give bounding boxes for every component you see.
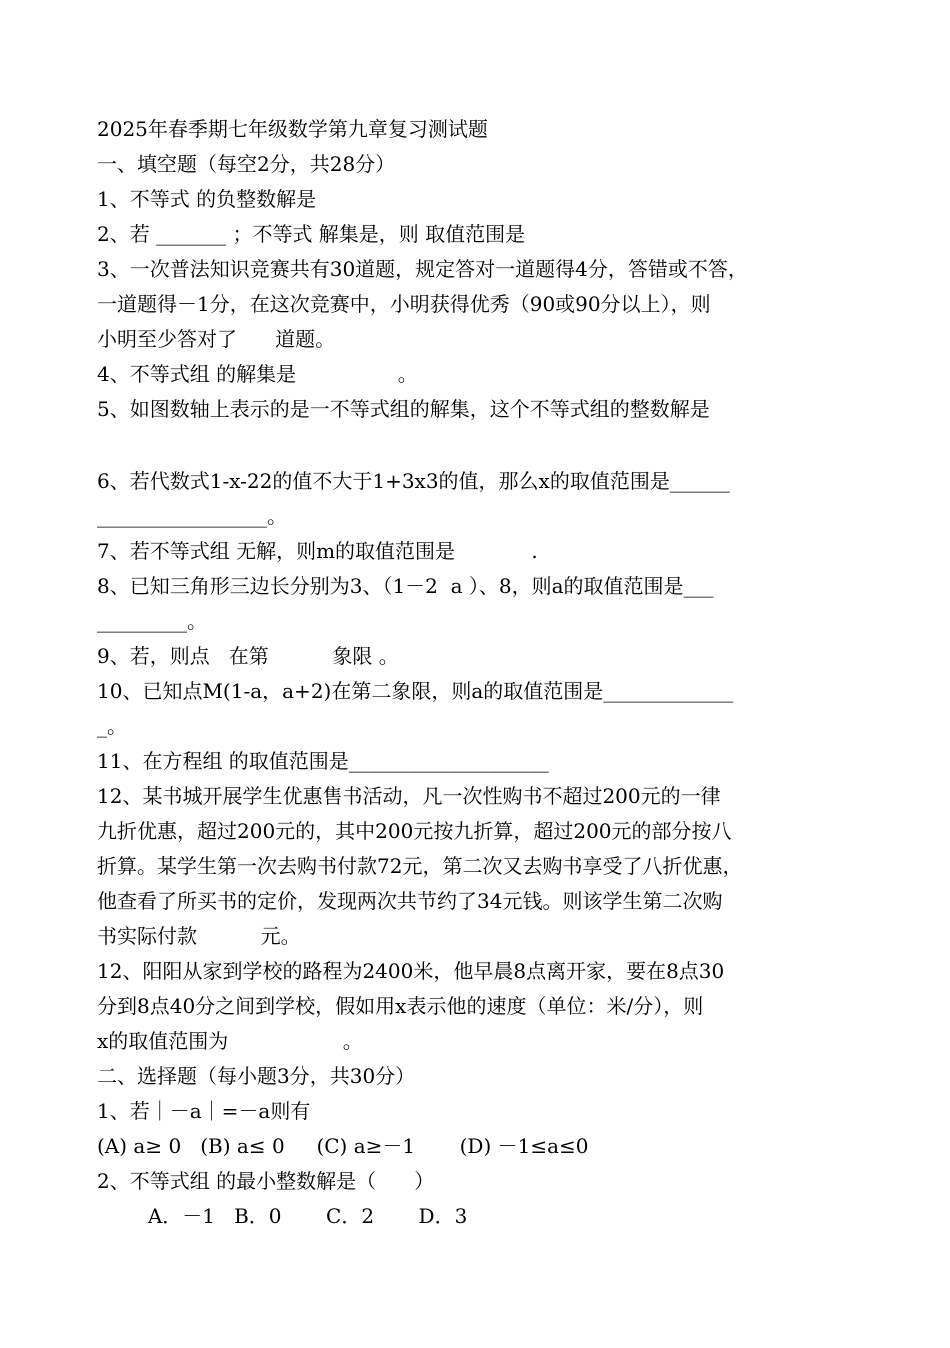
section-heading-fill-in: 一、填空题（每空2分，共28分） bbox=[97, 152, 396, 176]
question-line: 他查看了所买书的定价，发现两次共节约了34元钱。则该学生第二次购 bbox=[97, 889, 723, 913]
question-line: 书实际付款 元。 bbox=[97, 924, 301, 948]
question-line: 分到8点40分之间到学校，假如用x表示他的速度（单位：米/分），则 bbox=[97, 994, 704, 1018]
question-line: 1、不等式 的负整数解是 bbox=[97, 187, 317, 211]
document-title: 2025年春季期七年级数学第九章复习测试题 bbox=[97, 117, 488, 141]
question-line: 9、若，则点 在第 象限 。 bbox=[97, 644, 399, 668]
question-line: 一道题得－1分，在这次竞赛中，小明获得优秀（90或90分以上），则 bbox=[97, 292, 711, 316]
question-line: 12、阳阳从家到学校的路程为2400米，他早晨8点离开家，要在8点30 bbox=[97, 959, 725, 983]
question-line: 2、若 _______ ；不等式 解集是，则 取值范围是 bbox=[97, 222, 526, 246]
question-line: 折算。某学生第一次去购书付款72元，第二次又去购书享受了八折优惠， bbox=[97, 854, 743, 878]
question-line: x的取值范围为 。 bbox=[97, 1029, 363, 1053]
question-line: _。 bbox=[97, 714, 127, 738]
question-line: 5、如图数轴上表示的是一不等式组的解集，这个不等式组的整数解是 bbox=[97, 397, 710, 421]
question-line: 3、一次普法知识竞赛共有30道题，规定答对一道题得4分，答错或不答， bbox=[97, 257, 748, 281]
question-line: 1、若｜－a｜=－a则有 bbox=[97, 1099, 311, 1123]
answer-options: (A) a≥ 0 (B) a≤ 0 (C) a≥－1 (D) －1≤a≤0 bbox=[97, 1134, 589, 1158]
section-heading-choice: 二、选择题（每小题3分，共30分） bbox=[97, 1064, 416, 1088]
question-line: 6、若代数式1-x-22的值不大于1+3x3的值，那么x的取值范围是______ bbox=[97, 469, 730, 493]
question-line: 4、不等式组 的解集是 。 bbox=[97, 362, 418, 386]
question-line: 九折优惠，超过200元的，其中200元按九折算，超过200元的部分按八 bbox=[97, 819, 732, 843]
question-line: 7、若不等式组 无解，则m的取值范围是 . bbox=[97, 539, 538, 563]
answer-options: A．－1 B．0 C．2 D．3 bbox=[97, 1204, 468, 1228]
question-line: 10、已知点M(1-a，a+2)在第二象限，则a的取值范围是_____________ bbox=[97, 679, 734, 703]
question-line: 11、在方程组 的取值范围是____________________ bbox=[97, 749, 549, 773]
question-line: 2、不等式组 的最小整数解是（ ） bbox=[97, 1169, 435, 1193]
question-line: 小明至少答对了 道题。 bbox=[97, 327, 336, 351]
question-line: _________。 bbox=[97, 609, 207, 633]
question-line: 8、已知三角形三边长分别为3、（1－2 a ）、8，则a的取值范围是___ bbox=[97, 574, 714, 598]
question-line: 12、某书城开展学生优惠售书活动，凡一次性购书不超过200元的一律 bbox=[97, 784, 721, 808]
question-line: _________________。 bbox=[97, 504, 287, 528]
